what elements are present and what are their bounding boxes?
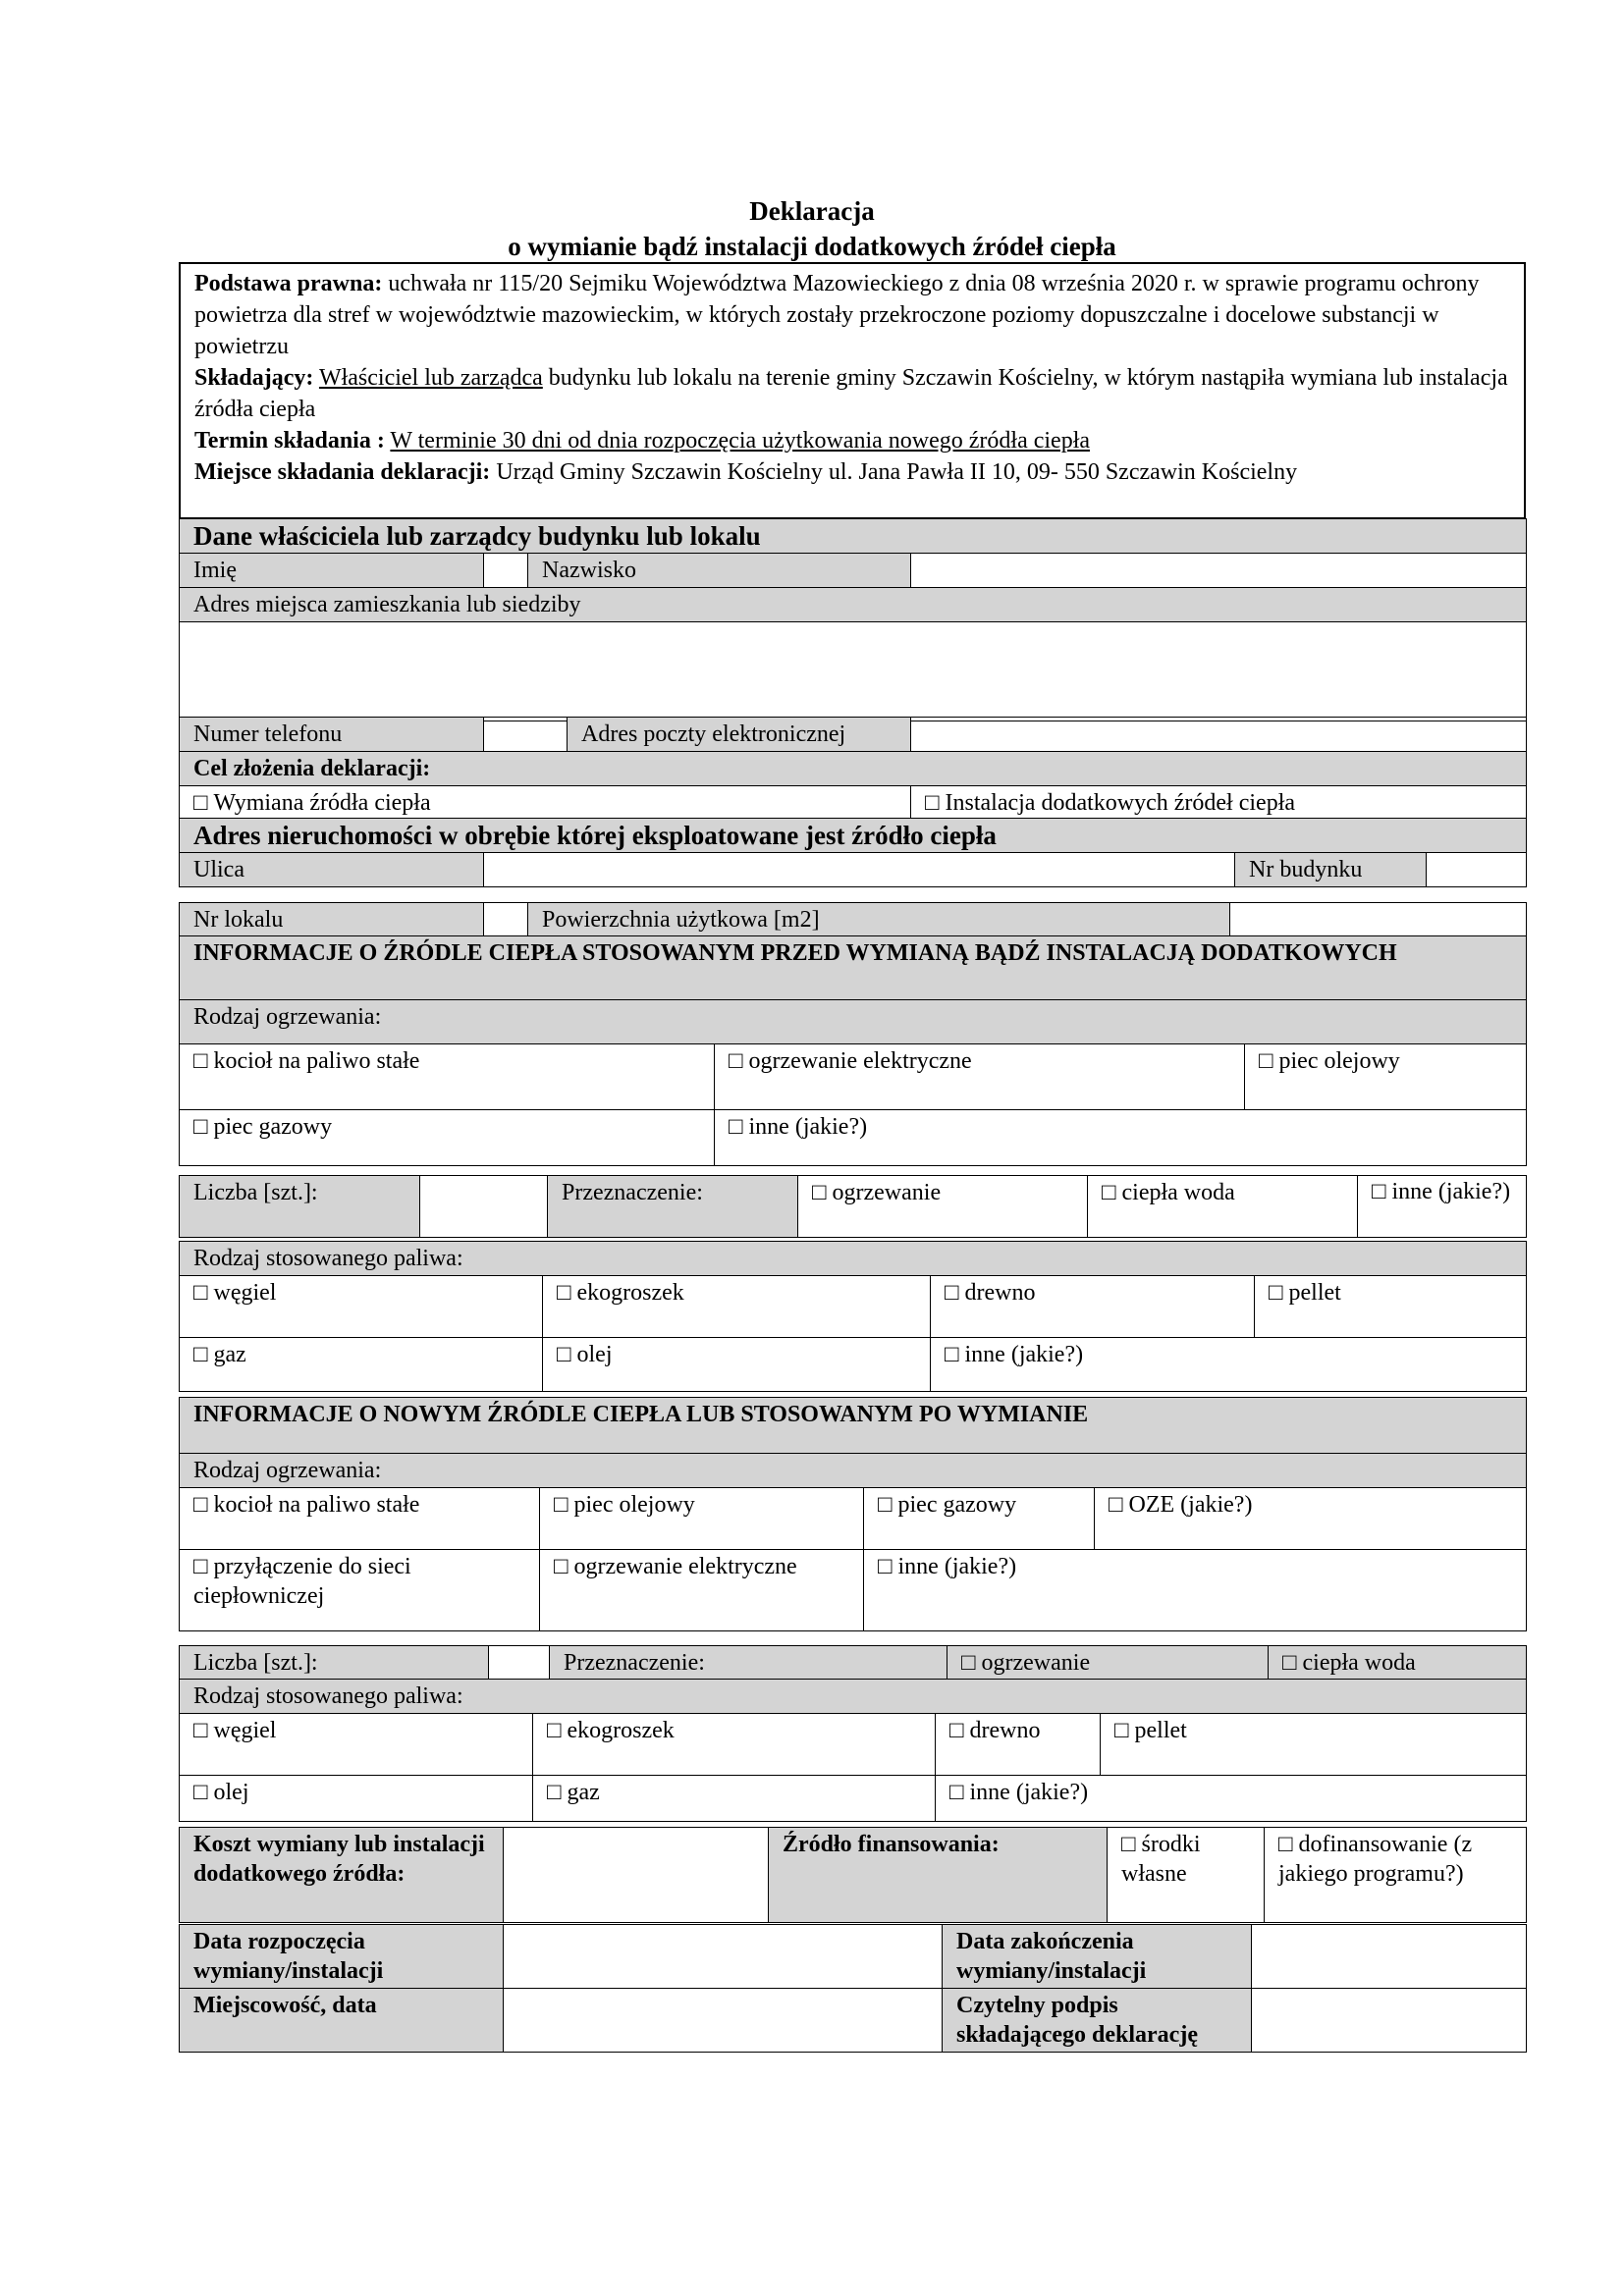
checkbox-icon bbox=[729, 1048, 749, 1074]
after-fuel-gas[interactable] bbox=[533, 1776, 936, 1822]
owner-header: Dane właściciela lub zarządcy budynku lub lokalu bbox=[180, 519, 1527, 554]
before-fuel-pellet[interactable] bbox=[1255, 1276, 1527, 1338]
checkbox-icon bbox=[812, 1180, 833, 1205]
before-purpose-hot-water[interactable] bbox=[1088, 1176, 1358, 1238]
last-name-field[interactable] bbox=[911, 554, 1527, 588]
checkbox-icon bbox=[193, 1342, 214, 1367]
phone-label: Numer telefonu bbox=[180, 718, 484, 752]
apartment-number-label: Nr lokalu bbox=[180, 903, 484, 937]
option-label: pellet bbox=[1288, 1280, 1341, 1306]
place-text: Urząd Gminy Szczawin Kościelny ul. Jana Pawła II 10, 09- 550 Szczawin Kościelny bbox=[490, 459, 1298, 485]
signature-field[interactable] bbox=[1252, 1989, 1527, 2053]
before-fuel-oil[interactable] bbox=[543, 1338, 931, 1392]
option-label: olej bbox=[576, 1342, 613, 1367]
option-label: drewno bbox=[969, 1718, 1041, 1743]
before-heating-oil[interactable] bbox=[1245, 1044, 1527, 1110]
checkbox-icon bbox=[547, 1718, 568, 1743]
purpose-label: Cel złożenia deklaracji: bbox=[180, 752, 1527, 786]
after-purpose-heating[interactable] bbox=[947, 1646, 1269, 1681]
property-section bbox=[179, 818, 1527, 887]
checkbox-icon bbox=[1282, 1650, 1303, 1676]
document-subtitle: o wymianie bądź instalacji dodatkowych źródeł ciepła bbox=[508, 232, 1116, 261]
before-header: INFORMACJE O ŹRÓDLE CIEPŁA STOSOWANYM PRZED WYMIANĄ BĄDŹ INSTALACJĄ DODATKOWYCH bbox=[180, 936, 1527, 1000]
owner-section bbox=[179, 518, 1527, 721]
after-fuel-other[interactable] bbox=[936, 1776, 1527, 1822]
after-heating-other[interactable] bbox=[864, 1550, 1527, 1631]
building-number-field[interactable] bbox=[1427, 853, 1527, 887]
after-fuel-ecopea[interactable] bbox=[533, 1714, 936, 1776]
first-name-label: Imię bbox=[180, 554, 484, 588]
checkbox-icon bbox=[193, 790, 214, 816]
purpose-option-installation[interactable] bbox=[911, 786, 1527, 821]
after-heating-gas[interactable] bbox=[864, 1488, 1095, 1550]
after-count-label: Liczba [szt.]: bbox=[180, 1646, 489, 1681]
checkbox-icon bbox=[554, 1492, 574, 1518]
checkbox-icon bbox=[961, 1650, 982, 1676]
property-header: Adres nieruchomości w obrębie której eksploatowane jest źródło ciepła bbox=[180, 819, 1527, 853]
option-label: piec gazowy bbox=[897, 1492, 1017, 1518]
submitter-link: Właściciel lub zarządca bbox=[318, 365, 543, 391]
checkbox-icon bbox=[925, 790, 946, 816]
checkbox-icon bbox=[1269, 1280, 1289, 1306]
before-fuel-other[interactable] bbox=[931, 1338, 1527, 1392]
option-label: ekogroszek bbox=[567, 1718, 675, 1743]
cost-field[interactable] bbox=[504, 1828, 769, 1923]
option-label: inne (jakie?) bbox=[897, 1554, 1017, 1579]
after-count-row bbox=[179, 1645, 1527, 1681]
last-name-label: Nazwisko bbox=[528, 554, 911, 588]
option-label: przyłączenie do sieci ciepłowniczej bbox=[193, 1554, 411, 1609]
after-fuel-label: Rodzaj stosowanego paliwa: bbox=[180, 1680, 1527, 1714]
after-heating-electric[interactable] bbox=[540, 1550, 864, 1631]
checkbox-icon bbox=[193, 1780, 214, 1805]
legal-info-box bbox=[179, 262, 1526, 519]
after-fuel-coal[interactable] bbox=[180, 1714, 533, 1776]
option-label: ciepła woda bbox=[1302, 1650, 1416, 1676]
before-heating-type-label: Rodzaj ogrzewania: bbox=[180, 1000, 1527, 1044]
after-purpose-label: Przeznaczenie: bbox=[550, 1646, 947, 1681]
before-count-label: Liczba [szt.]: bbox=[180, 1176, 420, 1238]
after-fuel-pellet[interactable] bbox=[1101, 1714, 1527, 1776]
dates-section bbox=[179, 1924, 1527, 2053]
checkbox-icon bbox=[193, 1114, 214, 1140]
option-label: kocioł na paliwo stałe bbox=[213, 1492, 420, 1518]
option-label: dofinansowanie (z jakiego programu?) bbox=[1278, 1832, 1473, 1887]
after-heating-type-label: Rodzaj ogrzewania: bbox=[180, 1454, 1527, 1488]
after-heating-oze[interactable] bbox=[1095, 1488, 1527, 1550]
funding-source-label: Źródło finansowania: bbox=[769, 1828, 1108, 1923]
checkbox-icon bbox=[729, 1114, 749, 1140]
checkbox-icon bbox=[945, 1342, 965, 1367]
funding-subsidy-option[interactable] bbox=[1265, 1828, 1527, 1923]
purpose-option-installation-label: Instalacja dodatkowych źródeł ciepła bbox=[945, 790, 1296, 816]
before-heating-electric[interactable] bbox=[715, 1044, 1245, 1110]
option-label: węgiel bbox=[213, 1718, 277, 1743]
before-count-field[interactable] bbox=[420, 1176, 548, 1238]
option-label: inne (jakie?) bbox=[1391, 1179, 1511, 1204]
option-label: ogrzewanie elektryczne bbox=[573, 1554, 797, 1579]
checkbox-icon bbox=[554, 1554, 574, 1579]
option-label: olej bbox=[213, 1780, 249, 1805]
phone-field[interactable] bbox=[484, 718, 568, 752]
before-fuel-coal[interactable] bbox=[180, 1276, 543, 1338]
before-section bbox=[179, 935, 1527, 1166]
after-heating-district[interactable] bbox=[180, 1550, 540, 1631]
after-fuel-section bbox=[179, 1679, 1527, 1822]
building-number-label: Nr budynku bbox=[1235, 853, 1427, 887]
property-row-2 bbox=[179, 902, 1527, 937]
option-label: piec olejowy bbox=[1278, 1048, 1400, 1074]
option-label: ekogroszek bbox=[576, 1280, 684, 1306]
after-heating-solid-fuel[interactable] bbox=[180, 1488, 540, 1550]
checkbox-icon bbox=[193, 1718, 214, 1743]
legal-basis-text: uchwała nr 115/20 Sejmiku Województwa Mazowieckiego z dnia 08 września 2020 r. w sprawie programu ochrony powietrza dla stref w województwie mazowieckim, w których zostały przekroczone poziomy dopuszczalne i docelowe substancji w powietrzu bbox=[194, 271, 1480, 359]
before-fuel-gas[interactable] bbox=[180, 1338, 543, 1392]
deadline-text: W terminie 30 dni od dnia rozpoczęcia użytkowania nowego źródła ciepła bbox=[390, 428, 1091, 454]
option-label: drewno bbox=[964, 1280, 1036, 1306]
place-date-label: Miejscowość, data bbox=[180, 1989, 504, 2053]
checkbox-icon bbox=[557, 1342, 577, 1367]
option-label: OZE (jakie?) bbox=[1128, 1492, 1253, 1518]
checkbox-icon bbox=[193, 1492, 214, 1518]
place-date-field[interactable] bbox=[504, 1989, 943, 2053]
address-label: Adres miejsca zamieszkania lub siedziby bbox=[180, 588, 1527, 622]
document-title: Deklaracja bbox=[749, 196, 875, 226]
submitter-text: budynku lub lokalu na terenie gminy Szczawin Kościelny, w którym nastąpiła wymiana lub instalacja źródła ciepła bbox=[194, 365, 1508, 422]
option-label: piec olejowy bbox=[573, 1492, 695, 1518]
checkbox-icon bbox=[1102, 1180, 1122, 1205]
before-fuel-label: Rodzaj stosowanego paliwa: bbox=[180, 1242, 1527, 1276]
after-purpose-hot-water[interactable] bbox=[1269, 1646, 1527, 1681]
option-label: gaz bbox=[567, 1780, 600, 1805]
usable-area-label: Powierzchnia użytkowa [m2] bbox=[528, 903, 1230, 937]
option-label: inne (jakie?) bbox=[969, 1780, 1089, 1805]
option-label: środki własne bbox=[1121, 1832, 1201, 1887]
option-label: inne (jakie?) bbox=[748, 1114, 868, 1140]
option-label: ciepła woda bbox=[1121, 1180, 1235, 1205]
contact-section bbox=[179, 717, 1527, 821]
apartment-number-field[interactable] bbox=[484, 903, 528, 937]
purpose-option-replacement-label: Wymiana źródła ciepła bbox=[213, 790, 431, 816]
submitter-label: Składający: bbox=[194, 365, 314, 391]
start-date-field[interactable] bbox=[504, 1925, 943, 1989]
checkbox-icon bbox=[193, 1048, 214, 1074]
cost-label: Koszt wymiany lub instalacji dodatkowego źródła: bbox=[180, 1828, 504, 1923]
checkbox-icon bbox=[193, 1280, 214, 1306]
checkbox-icon bbox=[1372, 1179, 1392, 1204]
option-label: ogrzewanie bbox=[832, 1180, 942, 1205]
deadline-label: Termin składania : bbox=[194, 428, 385, 454]
purpose-option-replacement[interactable] bbox=[180, 786, 911, 821]
before-purpose-heating[interactable] bbox=[798, 1176, 1088, 1238]
street-label: Ulica bbox=[180, 853, 484, 887]
email-field[interactable] bbox=[911, 718, 1527, 752]
checkbox-icon bbox=[949, 1780, 970, 1805]
start-date-label: Data rozpoczęcia wymiany/instalacji bbox=[180, 1925, 504, 1989]
funding-own-option[interactable] bbox=[1108, 1828, 1265, 1923]
checkbox-icon bbox=[945, 1280, 965, 1306]
signature-label: Czytelny podpis składającego deklarację bbox=[943, 1989, 1252, 2053]
first-name-field[interactable] bbox=[484, 554, 528, 588]
option-label: ogrzewanie bbox=[981, 1650, 1091, 1676]
cost-section bbox=[179, 1827, 1527, 1923]
option-label: pellet bbox=[1134, 1718, 1187, 1743]
legal-basis-label: Podstawa prawna: bbox=[194, 271, 383, 296]
before-fuel-ecopea[interactable] bbox=[543, 1276, 931, 1338]
street-field[interactable] bbox=[484, 853, 1235, 887]
after-heating-oil[interactable] bbox=[540, 1488, 864, 1550]
after-count-field[interactable] bbox=[489, 1646, 550, 1681]
before-heating-solid-fuel[interactable] bbox=[180, 1044, 715, 1110]
checkbox-icon bbox=[1121, 1832, 1142, 1857]
before-purpose-other[interactable] bbox=[1358, 1176, 1527, 1238]
checkbox-icon bbox=[193, 1554, 214, 1579]
checkbox-icon bbox=[1109, 1492, 1129, 1518]
end-date-field[interactable] bbox=[1252, 1925, 1527, 1989]
before-heating-gas[interactable] bbox=[180, 1110, 715, 1166]
checkbox-icon bbox=[557, 1280, 577, 1306]
option-label: ogrzewanie elektryczne bbox=[748, 1048, 972, 1074]
checkbox-icon bbox=[1114, 1718, 1135, 1743]
checkbox-icon bbox=[878, 1492, 898, 1518]
option-label: gaz bbox=[213, 1342, 246, 1367]
after-header: INFORMACJE O NOWYM ŹRÓDLE CIEPŁA LUB STOSOWANYM PO WYMIANIE bbox=[180, 1398, 1527, 1454]
address-field[interactable] bbox=[180, 622, 1527, 721]
before-fuel-wood[interactable] bbox=[931, 1276, 1255, 1338]
after-section bbox=[179, 1397, 1527, 1631]
option-label: piec gazowy bbox=[213, 1114, 333, 1140]
email-label: Adres poczty elektronicznej bbox=[568, 718, 911, 752]
usable-area-field[interactable] bbox=[1230, 903, 1527, 937]
after-fuel-oil[interactable] bbox=[180, 1776, 533, 1822]
checkbox-icon bbox=[547, 1780, 568, 1805]
checkbox-icon bbox=[1259, 1048, 1279, 1074]
after-fuel-wood[interactable] bbox=[936, 1714, 1101, 1776]
checkbox-icon bbox=[949, 1718, 970, 1743]
before-fuel-section bbox=[179, 1241, 1527, 1392]
checkbox-icon bbox=[1278, 1832, 1299, 1857]
option-label: węgiel bbox=[213, 1280, 277, 1306]
option-label: inne (jakie?) bbox=[964, 1342, 1084, 1367]
before-heating-other[interactable] bbox=[715, 1110, 1527, 1166]
place-label: Miejsce składania deklaracji: bbox=[194, 459, 491, 485]
checkbox-icon bbox=[878, 1554, 898, 1579]
before-count-row bbox=[179, 1175, 1527, 1238]
before-purpose-label: Przeznaczenie: bbox=[548, 1176, 798, 1238]
end-date-label: Data zakończenia wymiany/instalacji bbox=[943, 1925, 1252, 1989]
option-label: kocioł na paliwo stałe bbox=[213, 1048, 420, 1074]
